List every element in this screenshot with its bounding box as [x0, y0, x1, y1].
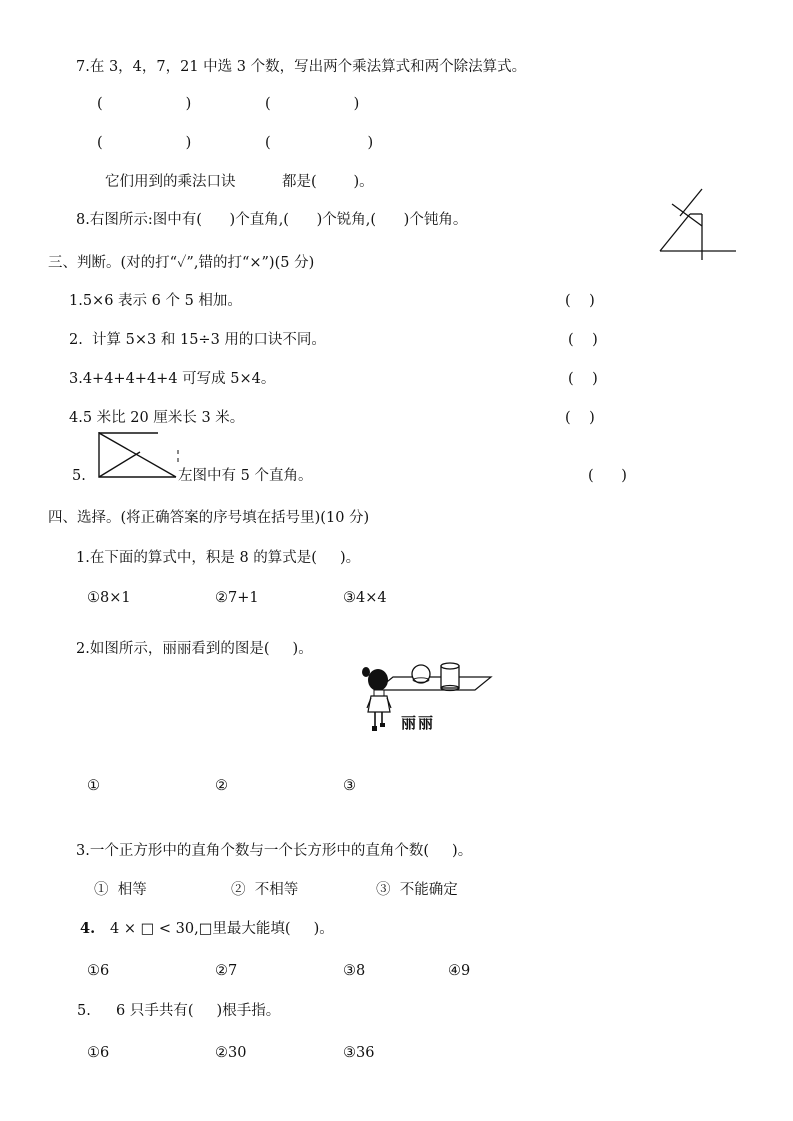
s3-item-1: 1.5×6 表示 6 个 5 相加。 [69, 293, 242, 309]
s4-q3-option-2[interactable]: ② 不相等 [231, 882, 299, 898]
s4-q5-num: 5. [77, 1003, 91, 1019]
s4-q1-option-2[interactable]: ②7+1 [215, 590, 259, 606]
s4-q2-option-2[interactable]: ② [215, 778, 228, 794]
s4-q4-text: 4 × □ < 30,□里最大能填( )。 [110, 921, 334, 937]
s4-q1-option-3[interactable]: ③4×4 [343, 590, 387, 606]
s4-q3-text: 3.一个正方形中的直角个数与一个长方形中的直角个数( )。 [76, 843, 473, 859]
s3-item-3-paren[interactable]: ( ) [568, 371, 598, 387]
s3-item-1-paren[interactable]: ( ) [565, 293, 595, 309]
q8-text: 8.右图所示:图中有( )个直角,( )个锐角,( )个钝角。 [76, 212, 468, 228]
s4-q2-option-1[interactable]: ① [87, 778, 100, 794]
s4-q2-option-3[interactable]: ③ [343, 778, 356, 794]
s3-item-2: 2. 计算 5×3 和 15÷3 用的口诀不同。 [69, 332, 326, 348]
s4-q4-option-4[interactable]: ④9 [448, 963, 471, 979]
lili-label: 丽丽 [401, 714, 436, 732]
s4-q1-text: 1.在下面的算式中，积是 8 的算式是( )。 [76, 550, 361, 566]
s4-q5-option-3[interactable]: ③36 [343, 1045, 375, 1061]
q7-blank-4[interactable]: ( ) [265, 135, 374, 151]
s3-item-2-paren[interactable]: ( ) [568, 332, 598, 348]
s4-q5-option-1[interactable]: ①6 [87, 1045, 110, 1061]
s3-item-5-num: 5. [72, 468, 86, 484]
s4-q3-option-3[interactable]: ③ 不能确定 [376, 882, 458, 898]
s3-item-5-paren[interactable]: ( ) [588, 468, 627, 484]
q7-koujue-label: 它们用到的乘法口诀 [105, 174, 236, 190]
s4-q5-text: 6 只手共有( )根手指。 [116, 1003, 281, 1019]
section3-heading: 三、判断。(对的打“✓”,错的打“×”)(5 分) [48, 255, 315, 271]
s4-q4-option-2[interactable]: ②7 [215, 963, 238, 979]
s3-item-4-paren[interactable]: ( ) [565, 410, 595, 426]
s4-q4-option-3[interactable]: ③8 [343, 963, 366, 979]
angle-figure [660, 186, 740, 261]
q7-blank-3[interactable]: ( ) [97, 135, 192, 151]
s4-q4-option-1[interactable]: ①6 [87, 963, 110, 979]
s3-item-3: 3.4+4+4+4+4 可写成 5×4。 [69, 371, 276, 387]
q7-blank-2[interactable]: ( ) [265, 96, 360, 112]
q7-blank-1[interactable]: ( ) [97, 96, 192, 112]
s3-item-5: 左图中有 5 个直角。 [178, 468, 313, 484]
triangle-figure [98, 432, 182, 482]
s4-q2-text: 2.如图所示，丽丽看到的图是( )。 [76, 641, 313, 657]
s4-q4-num: 4. [80, 920, 96, 937]
q7-koujue-blank[interactable]: 都是( )。 [282, 174, 374, 190]
s4-q5-option-2[interactable]: ②30 [215, 1045, 247, 1061]
section4-heading: 四、选择。(将正确答案的序号填在括号里)(10 分) [48, 510, 370, 526]
q7-text: 7.在 3，4，7，21 中选 3 个数，写出两个乘法算式和两个除法算式。 [76, 59, 527, 75]
s4-q1-option-1[interactable]: ①8×1 [87, 590, 131, 606]
s3-item-4: 4.5 米比 20 厘米长 3 米。 [69, 410, 245, 426]
s4-q3-option-1[interactable]: ① 相等 [94, 882, 147, 898]
